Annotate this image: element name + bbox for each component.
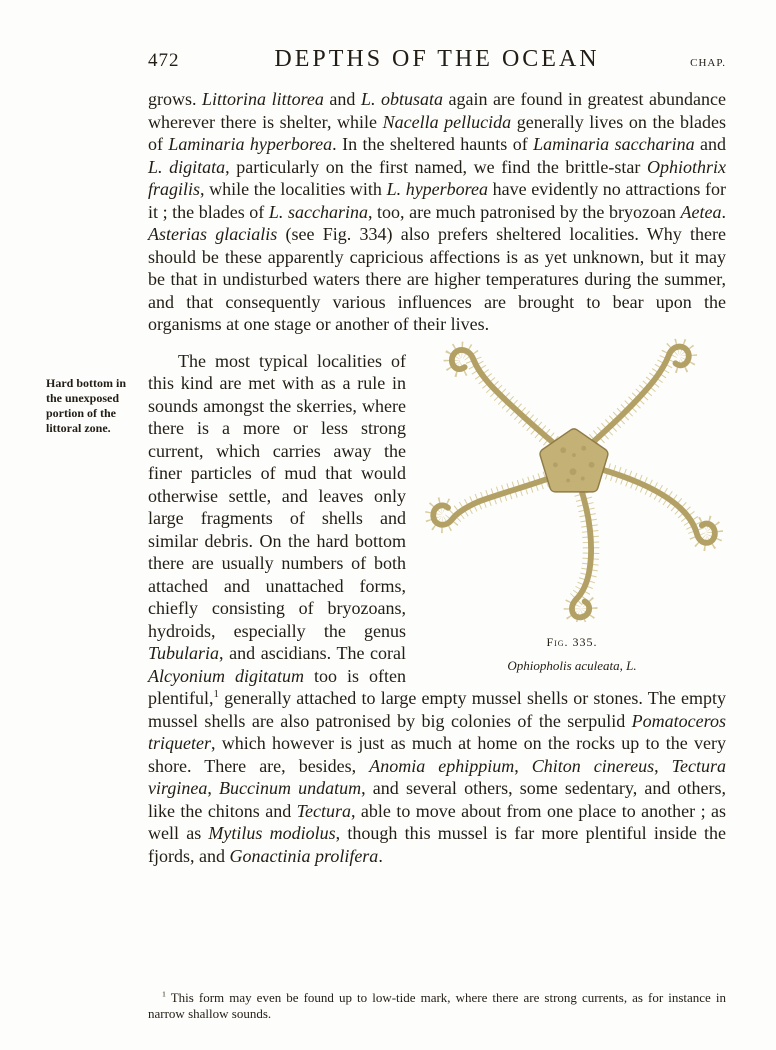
footnote: $^1$ This form may even be found up to low-tide mark, where there are strong currents, as for instance in narrow shallow sounds.	[148, 989, 726, 1021]
text-column	[148, 88, 726, 867]
arm-icon	[433, 477, 551, 524]
figure-caption-species: Ophiopholis aculeata, L.	[507, 657, 637, 673]
figure-caption-number: Fig. 335.	[546, 635, 598, 649]
running-title: DEPTHS OF THE OCEAN	[274, 46, 600, 72]
paragraph-1: grows. Littorina littorea and L. obtusata again are found in greatest abundance wherever there is shelter, while Nacella pellucida generally lives on the blades of Laminaria hyperborea. In the sheltered haunts of Laminaria saccharina and L. digitata, particularly on the first named, we find the brittle-star Ophiothrix fragilis, while the localities with L. hyperborea have evidently no attractions for it ; the blades of L. saccharina, too, are much patronised by the bryozoan Aetea. Asterias glacialis (see Fig. 334) also prefers sheltered localities. Why there should be these apparently capricious affections is as yet unknown, but it may be that in undisturbed waters there are higher temperatures during the summer, and that consequently various influences are brought to bear upon the organisms at one stage or another of their lives.	[148, 89, 727, 334]
arm-icon	[602, 469, 715, 542]
chapter-label: CHAP.	[690, 57, 726, 69]
arm-icon	[591, 346, 689, 444]
arm-icon	[452, 349, 557, 445]
brittle-star-illustration	[418, 334, 726, 622]
disc-icon	[546, 434, 603, 486]
margin-note: Hard bottom in the unexposed portion of the littoral zone.	[46, 376, 127, 435]
paragraph-2-text: The most typical localities of this kind are met with as a rule in sounds amongst the skerries, where there is a more or less strong current, which carries away the finer particles of mud that would otherwise settle, and leaves only large fragments of shells and similar debris. On the hard bottom there are usually numbers of both attached and unattached forms, chiefly consisting of bryozoans, hydroids, especially the genus Tubularia, and ascidians. The coral Alcyonium digitatum too is often plentiful,$^1$ generally attached to large empty mussel shells or stones. The empty mussel shells are also patronised by big colonies of the serpulid Pomatoceros triqueter, which however is just as much at home on the rocks up to the very shore. There are, besides, Anomia ephippium, Chiton cinereus, Tectura virginea, Buccinum undatum, and several others, some sedentary, and others, like the chitons and Tectura, able to move about from one place to another ; as well as Mytilus modiolus, though this mussel is far more plentiful inside the fjords, and Gonactinia prolifera.	[148, 350, 727, 866]
page-header	[148, 46, 726, 73]
page-number: 472	[148, 50, 180, 71]
figure-335	[418, 334, 726, 678]
arm-icon	[572, 488, 591, 617]
brittlestar-disc	[546, 434, 603, 486]
paragraph-2	[148, 350, 726, 868]
